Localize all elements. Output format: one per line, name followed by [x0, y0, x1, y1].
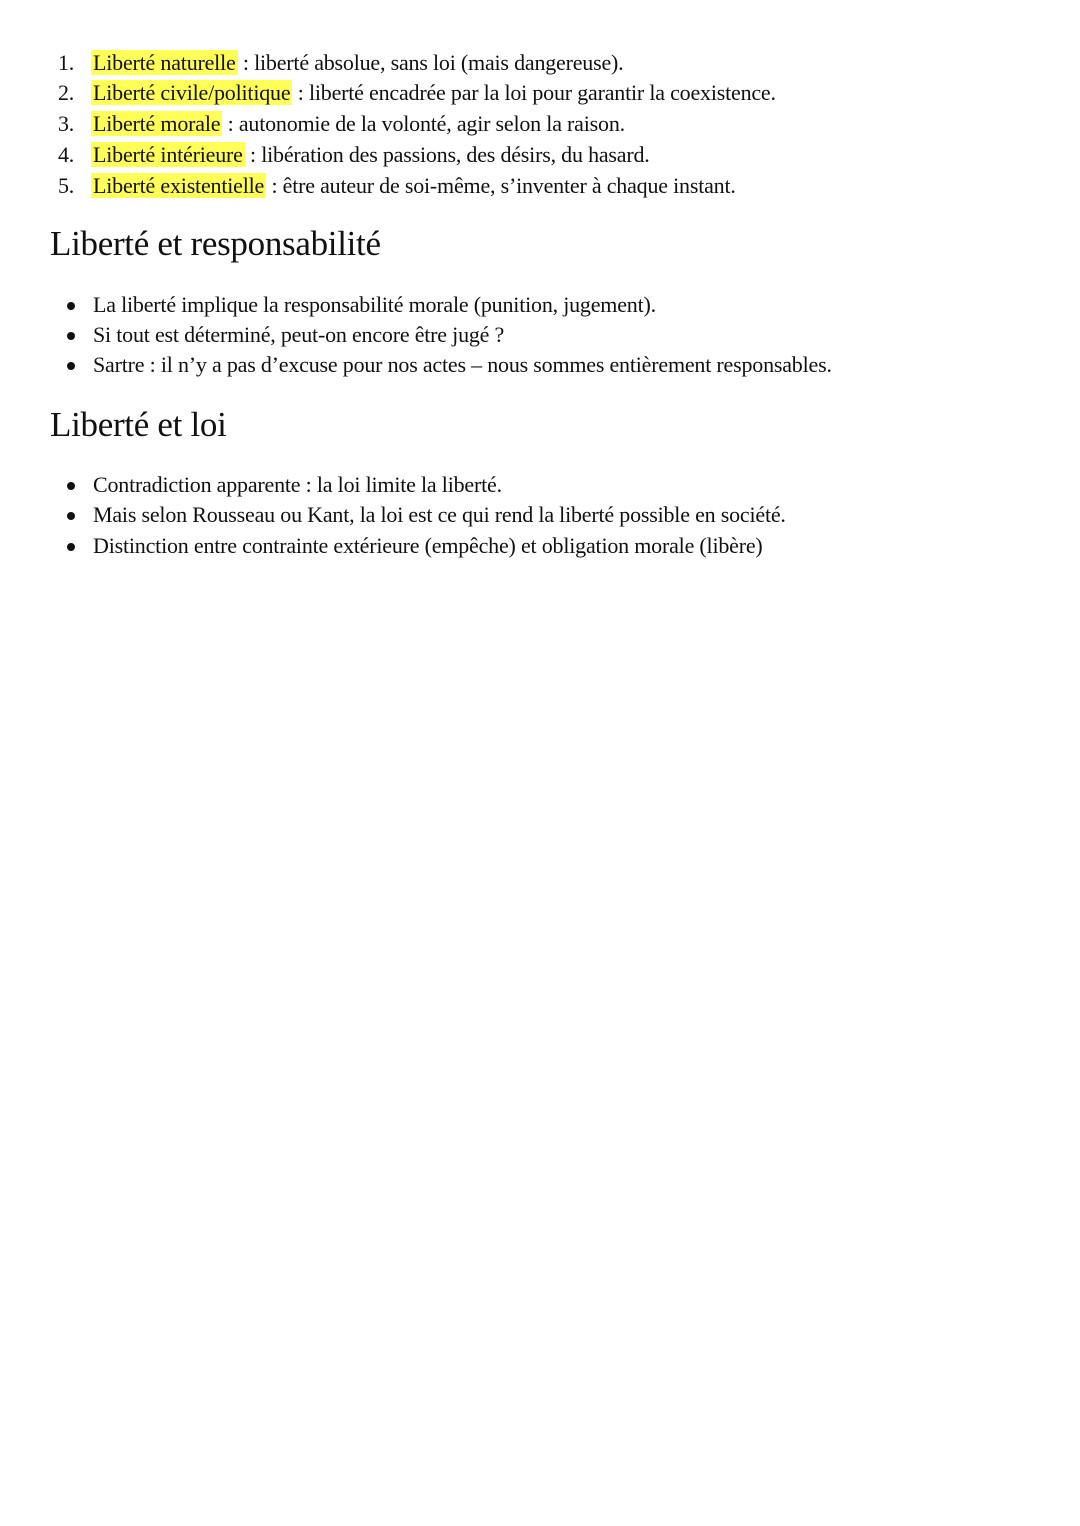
list-number: 2.: [58, 80, 75, 105]
term-description: : libération des passions, des désirs, du hasard.: [250, 142, 650, 167]
term-description: : liberté encadrée par la loi pour garantir la coexistence.: [297, 80, 776, 105]
bullet-icon: [67, 543, 75, 551]
section-heading: Liberté et loi: [50, 405, 227, 444]
bullet-text: Sartre : il n’y a pas d’excuse pour nos actes – nous sommes entièrement responsables.: [93, 352, 832, 377]
highlighted-term: Liberté intérieure: [93, 142, 243, 167]
bullet-text: Si tout est déterminé, peut-on encore être jugé ?: [93, 322, 505, 347]
list-number: 1.: [58, 50, 75, 75]
bullet-text: La liberté implique la responsabilité morale (punition, jugement).: [93, 292, 656, 317]
term-description: : autonomie de la volonté, agir selon la raison.: [227, 111, 625, 136]
bullet-text: Distinction entre contrainte extérieure (empêche) et obligation morale (libère): [93, 533, 763, 558]
highlighted-term: Liberté morale: [93, 111, 221, 136]
term-description: : être auteur de soi-même, s’inventer à chaque instant.: [271, 173, 736, 198]
highlighted-term: Liberté civile/politique: [93, 80, 291, 105]
bullet-icon: [67, 362, 75, 370]
bullet-icon: [67, 482, 75, 490]
bullet-text: Mais selon Rousseau ou Kant, la loi est ce qui rend la liberté possible en société.: [93, 502, 786, 527]
term-description: : liberté absolue, sans loi (mais dangereuse).: [242, 50, 624, 75]
bullet-icon: [67, 302, 75, 310]
bullet-text: Contradiction apparente : la loi limite la liberté.: [93, 472, 502, 497]
bullet-icon: [67, 332, 75, 340]
list-number: 3.: [58, 111, 75, 136]
highlighted-term: Liberté naturelle: [93, 50, 236, 75]
highlighted-term: Liberté existentielle: [93, 173, 265, 198]
bullet-icon: [67, 512, 75, 520]
list-number: 5.: [58, 173, 75, 198]
list-number: 4.: [58, 142, 75, 167]
section-heading: Liberté et responsabilité: [50, 224, 381, 263]
